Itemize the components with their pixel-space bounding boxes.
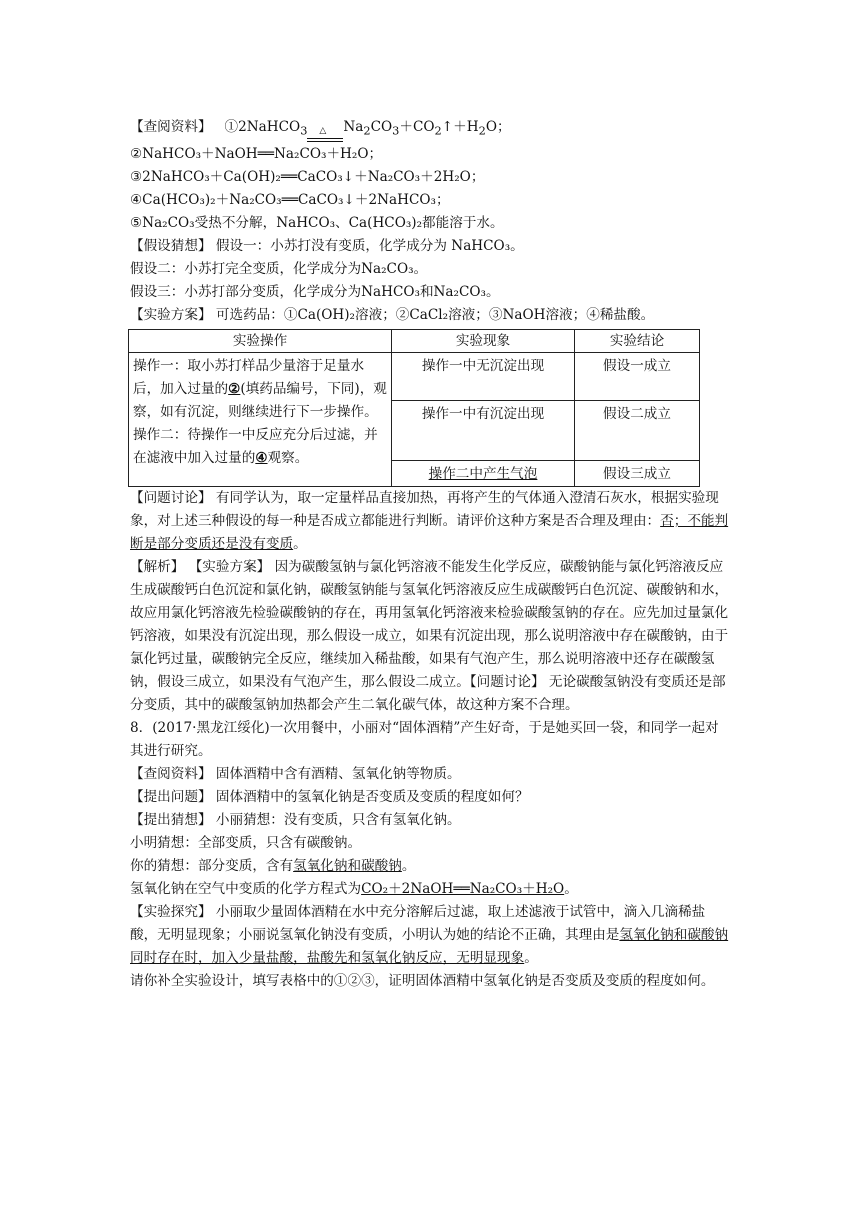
q8-final: 请你补全实验设计，填写表格中的①②③，证明固体酒精中氢氧化钠是否变质及变质的程度如何。: [130, 972, 715, 989]
phenomenon-cell: [392, 460, 575, 486]
header-phenomenon: 实验现象: [392, 329, 575, 352]
hypothesis-2: 假设二：小苏打完全变质，化学成分为Na₂CO₃。: [130, 260, 428, 277]
info-line-3: ③2NaHCO₃＋Ca(OH)₂══CaCO₃↓＋Na₂CO₃＋2H₂O；: [130, 168, 485, 185]
operation-cell: 操作一：取小苏打样品少量溶于足量水后，加入过量的②(填药品编号，下同)，观察，如有沉淀，则继续进行下一步操作。 操作二：待操作一中反应充分后过滤，并在滤液中加入过量的④观察。: [129, 352, 392, 486]
discussion-paragraph: 【问题讨论】 有同学认为，取一定量样品直接加热，再将产生的气体通入澄清石灰水，根据实验现象，对上述三种假设的每一种是否成立都能进行判断。请评价这种方案是否合理及理由：否；不能判断是部分变质还是没有变质。: [130, 489, 729, 552]
answer-blank: 氢氧化钠和碳酸钠: [293, 857, 402, 874]
q8-equation: 氢氧化钠在空气中变质的化学方程式为CO₂＋2NaOH══Na₂CO₃＋H₂O。: [130, 880, 578, 897]
experiment-plan: 【实验方案】 可选药品：①Ca(OH)₂溶液；②CaCl₂溶液；③NaOH溶液；④稀盐酸。: [130, 306, 655, 323]
hypothesis-3: 假设三：小苏打部分变质，化学成分为NaHCO₃和Na₂CO₃。: [130, 283, 500, 300]
table-row: [129, 352, 700, 400]
document-page: [130, 116, 730, 993]
experiment-table: [128, 329, 700, 487]
conclusion-cell: 假设一成立: [575, 352, 700, 400]
answer-blank: 操作二中产生气泡: [428, 465, 538, 482]
q8-info: 【查阅资料】 固体酒精中含有酒精、氢氧化钠等物质。: [130, 765, 461, 782]
info-line-4: ④Ca(HCO₃)₂＋Na₂CO₃══CaCO₃↓＋2NaHCO₃；: [130, 191, 450, 208]
answer-blank: CO₂＋2NaOH══Na₂CO₃＋H₂O: [361, 880, 565, 897]
answer-blank: ④: [255, 449, 268, 466]
conclusion-cell: 假设三成立: [575, 460, 700, 486]
section-head: 【查阅资料】: [130, 119, 212, 135]
q8-guess-2: 小明猜想：全部变质，只含有碳酸钠。: [130, 834, 362, 851]
info-line-5: ⑤Na₂CO₃受热不分解，NaHCO₃、Ca(HCO₃)₂都能溶于水。: [130, 214, 504, 231]
header-operation: 实验操作: [129, 329, 392, 352]
q8-guess-3: 你的猜想：部分变质，含有氢氧化钠和碳酸钠。: [130, 857, 416, 874]
hypothesis-1: 【假设猜想】 假设一：小苏打没有变质，化学成分为 NaHCO₃。: [130, 237, 524, 254]
analysis-paragraph: 【解析】 【实验方案】 因为碳酸氢钠与氯化钙溶液不能发生化学反应，碳酸钠能与氯化钙溶液反应生成碳酸钙白色沉淀和氯化钠，碳酸氢钠能与氢氧化钙溶液反应生成碳酸钙白色沉淀、碳酸钠和水，故应用氯化钙溶液先检验碳酸钠的存在，再用氢氧化钙溶液来检验碳酸氢钠的存在。应先加过量氯化钙溶液，如果没有沉淀出现，那么假设一成立，如果有沉淀出现，那么说明溶液中存在碳酸钠，由于氯化钙过量，碳酸钠完全反应，继续加入稀盐酸，如果有气泡产生，那么说明溶液中还存在碳酸氢钠，假设三成立，如果没有气泡产生，那么假设二成立。【问题讨论】 无论碳酸氢钠没有变质还是部分变质，其中的碳酸氢钠加热都会产生二氧化碳气体，故这种方案不合理。: [130, 558, 729, 713]
q8-explore: 【实验探究】 小丽取少量固体酒精在水中充分溶解后过滤，取上述滤液于试管中，滴入几滴稀盐酸，无明显现象；小丽说氢氧化钠没有变质，小明认为她的结论不正确，其理由是氢氧化钠和碳酸钠同时存在时，加入少量盐酸，盐酸先和氢氧化钠反应，无明显现象。: [130, 903, 729, 966]
phenomenon-cell: 操作一中无沉淀出现: [392, 352, 575, 400]
q8-guess-1: 【提出猜想】 小丽猜想：没有变质，只含有氢氧化钠。: [130, 811, 461, 828]
info-line-1: 【查阅资料】 ①2NaHCO$_3$ $Na_2CO_3+CO_2↑+H_2O$；: [130, 119, 511, 138]
answer-blank: 否；不能判断是部分变质还是没有变质: [130, 512, 729, 552]
info-line-2: ②NaHCO₃＋NaOH══Na₂CO₃＋H₂O；: [130, 145, 383, 162]
q8-question: 【提出问题】 固体酒精中的氢氧化钠是否变质及变质的程度如何？: [130, 788, 529, 805]
table-header-row: [129, 329, 700, 352]
answer-blank: ②: [228, 380, 241, 397]
header-conclusion: 实验结论: [575, 329, 700, 352]
answer-blank: 氢氧化钠和碳酸钠同时存在时，加入少量盐酸，盐酸先和氢氧化钠反应，无明显现象: [130, 926, 729, 966]
phenomenon-cell: 操作一中有沉淀出现: [392, 400, 575, 460]
question-8-intro: 8．(2017·黑龙江绥化)一次用餐中，小丽对“固体酒精”产生好奇，于是她买回一袋，和同学一起对其进行研究。: [130, 719, 719, 759]
conclusion-cell: 假设二成立: [575, 400, 700, 460]
